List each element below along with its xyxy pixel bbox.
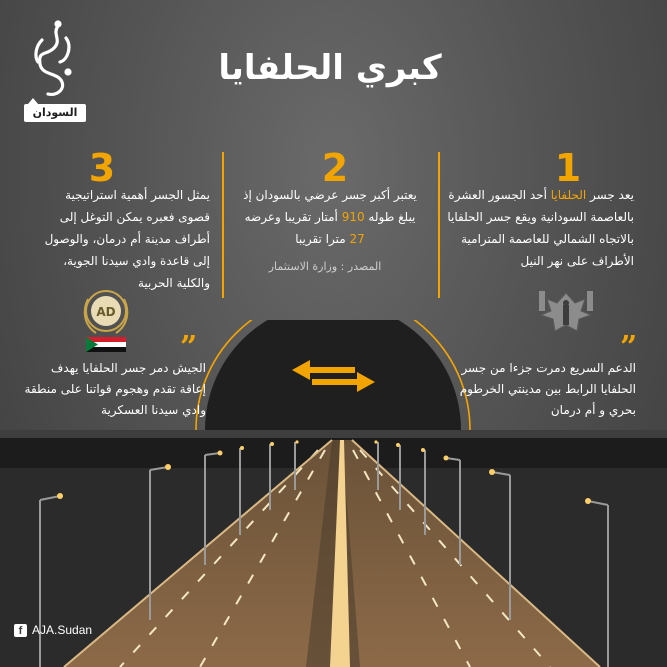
social-handle[interactable] [14,623,92,637]
column-1-text-post: أحد الجسور العشرة بالعاصمة السودانية ويقع جسر الحلفايا بالاتجاه الشمالي للعاصمة المترامية الأطراف على نهر النيل [447,188,634,268]
page-title: كبري الحلفايا [218,48,442,88]
column-number-3: 3 [88,146,116,190]
column-2-text-pre: يعتبر أكبر جسر عرضي بالسودان إذ يبلغ طوله [243,188,417,224]
svg-text:AD: AD [96,305,116,319]
aljazeera-logo-icon [28,20,80,100]
quote-rsf: الدعم السريع دمرت جزءا من جسر الحلفايا الرابط بين مدينتي الخرطوم بحري و أم درمان [459,361,636,417]
column-text-1 [438,184,634,272]
column-1-highlight: الحلفايا [550,188,587,202]
column-number-1: 1 [554,146,582,190]
column-divider-1 [438,152,440,298]
logo-region-tag: السودان [24,104,86,122]
column-text-2 [240,184,420,250]
column-divider-2 [222,152,224,298]
column-text-3: يمثل الجسر أهمية استراتيجية قصوى فعبره يمكن التوغل إلى أطراف مدينة أم درمان، والوصول إلى قاعدة وادي سيدنا الجوية، والكلية الحربية [44,188,210,290]
aljazeera-sudan-logo [18,20,88,130]
quote-army: الجيش دمر جسر الحلفايا يهدف إعاقة تقدم وهجوم قواتنا على منطقة وادي سيدنا العسكرية [24,361,206,417]
quote-mark-icon: ” [180,330,198,365]
source-note: المصدر : وزارة الاستثمار [268,260,382,273]
tunnel-arch [205,320,461,430]
quote-mark-icon: ” [620,330,638,365]
army-emblem-icon [533,285,599,345]
column-2-highlight-width: 27 [349,232,365,246]
column-2-text-mid: أمتار تقريبا وعرضه [244,210,342,224]
column-2-highlight-length: 910 [341,210,365,224]
column-2-text-post: مترا تقريبا [295,232,350,246]
column-number-2: 2 [321,146,349,190]
facebook-icon: f [14,624,27,637]
social-handle-text: AJA.Sudan [32,623,93,637]
rsf-emblem-icon [78,285,134,355]
column-1-text-pre: يعد جسر [586,188,634,202]
